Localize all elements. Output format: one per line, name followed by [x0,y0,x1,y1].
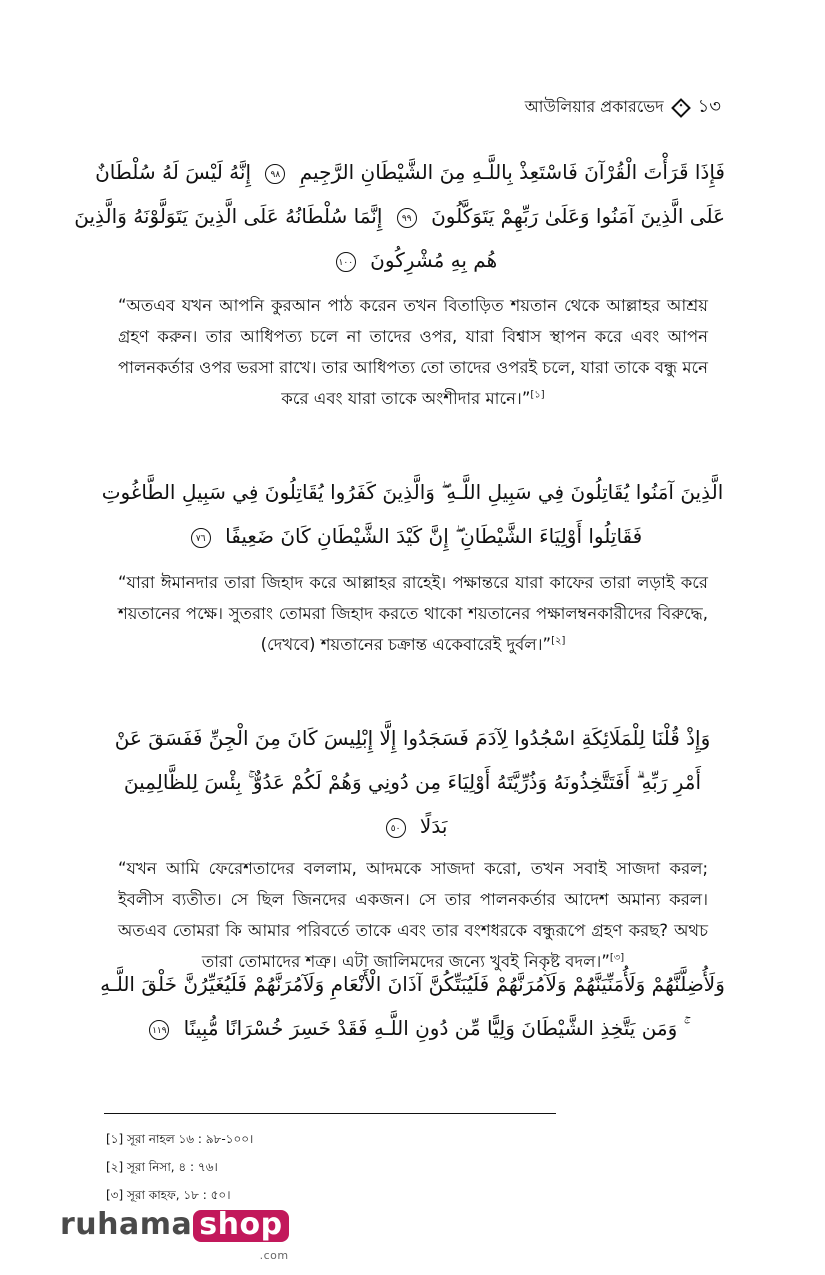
diamond-ornament-icon [671,98,691,118]
arabic-line: الَّذِينَ آمَنُوا يُقَاتِلُونَ فِي سَبِيلِ اللَّـهِ ۖ وَالَّذِينَ كَفَرُوا يُقَاتِلُونَ فِي سَبِيلِ الطَّاغُوتِ [101,480,724,504]
arabic-verse-block-1 [74,150,725,282]
translation-text: “যারা ঈমানদার তারা জিহাদ করে আল্লাহর রাহেই। পক্ষান্তরে যারা কাফের তারা লড়াই করে শয়তানের পক্ষে। সুতরাং তোমরা জিহাদ করতে থাকো শয়তানের পক্ষালম্বনকারীদের বিরুদ্ধে, (দেখবে) শয়তানের চক্রান্ত একেবারেই দুর্বল।” [118,573,708,654]
arabic-line: بَدَلًا ٥٠ [100,804,725,848]
footnotes [106,1127,253,1211]
running-header [525,92,721,123]
footnote-reference[interactable]: [৩] [609,952,625,964]
logo-suffix: .com [259,1249,289,1262]
ayah-number-icon: ١٠٠ [336,252,356,272]
arabic-line: فَقَاتِلُوا أَوْلِيَاءَ الشَّيْطَانِ ۖ إِنَّ كَيْدَ الشَّيْطَانِ كَانَ ضَعِيفًا ٧٦ [100,514,725,558]
ayah-number-icon: ١١٩ [149,1020,169,1040]
ayah-number-icon: ٧٦ [191,528,211,548]
arabic-verse-block-3 [100,716,725,848]
translation-block-1 [118,290,708,414]
arabic-line: هُم بِهِ مُشْرِكُونَ ١٠٠ [100,238,725,282]
logo-name: ruhama [60,1207,193,1242]
ayah-number-icon: ٩٩ [397,208,417,228]
footnote-reference[interactable]: [২] [551,635,566,647]
footnote-reference[interactable]: [১] [530,389,545,401]
arabic-line: أَمْرِ رَبِّهِ ۗ أَفَتَتَّخِذُونَهُ وَذُرِّيَّتَهُ أَوْلِيَاءَ مِن دُونِي وَهُمْ لَكُمْ عَدُوٌّ ۚ بِئْسَ لِلظَّالِمِينَ [123,770,702,794]
footnote-item: [১] সূরা নাহল ১৬ : ৯৮-১০০। [106,1132,254,1146]
translation-block-2 [118,567,708,660]
arabic-line: وَلَأُضِلَّنَّهُمْ وَلَأُمَنِّيَنَّهُمْ وَلَآمُرَنَّهُمْ فَلَيُبَتِّكُنَّ آذَانَ الْأَنْعَامِ وَلَآمُرَنَّهُمْ فَلَيُغَيِّرُنَّ خَلْقَ اللَّـهِ [100,972,725,996]
translation-text: “যখন আমি ফেরেশতাদের বললাম, আদমকে সাজদা করো, তখন সবাই সাজদা করল; ইবলীস ব্যতীত। সে ছিল জিনদের একজন। সে তার পালনকর্তার আদেশ অমান্য করল। অতএব তোমরা কি আমার পরিবর্তে তাকে এবং তার বংশধরকে বন্ধুরূপে গ্রহণ করছ? অথচ তারা তোমাদের শত্রু। এটা জালিমদের জন্যে খুবই নিকৃষ্ট বদল।” [118,859,708,971]
page-number: ১৩ [697,96,721,117]
ayah-number-icon: ٥٠ [386,818,406,838]
translation-text: “অতএব যখন আপনি কুরআন পাঠ করেন তখন বিতাড়িত শয়তান থেকে আল্লাহর আশ্রয় গ্রহণ করুন। তার আধিপত্য চলে না তাদের ওপর, যারা বিশ্বাস স্থাপন করে এবং আপন পালনকর্তার ওপর ভরসা রাখে। তার আধিপত্য তো তাদের ওপরই চলে, যারা তাকে বন্ধু মনে করে এবং যারা তাকে অংশীদার মানে।” [118,296,708,408]
chapter-title: আউলিয়ার প্রকারভেদ [524,97,664,116]
arabic-verse-block-2 [100,470,725,558]
publisher-logo[interactable] [60,1207,289,1262]
arabic-verse-block-4 [100,962,725,1050]
translation-block-3 [118,853,708,977]
arabic-line: عَلَى الَّذِينَ آمَنُوا وَعَلَىٰ رَبِّهِمْ يَتَوَكَّلُونَ ٩٩ إِنَّمَا سُلْطَانُهُ عَلَى الَّذِينَ يَتَوَلَّوْنَهُ وَالَّذِينَ [74,204,725,228]
logo-highlight: shop [193,1210,288,1242]
footnote-divider [104,1113,556,1114]
arabic-line: ۚ وَمَن يَتَّخِذِ الشَّيْطَانَ وَلِيًّا مِّن دُونِ اللَّـهِ فَقَدْ خَسِرَ خُسْرَانًا مُّبِينًا ١١٩ [100,1006,725,1050]
footnote-item: [৩] সূরা কাহফ, ১৮ : ৫০। [106,1188,231,1202]
arabic-line: وَإِذْ قُلْنَا لِلْمَلَائِكَةِ اسْجُدُوا لِآدَمَ فَسَجَدُوا إِلَّا إِبْلِيسَ كَانَ مِنَ الْجِنِّ فَفَسَقَ عَنْ [114,726,711,750]
arabic-line: فَإِذَا قَرَأْتَ الْقُرْآنَ فَاسْتَعِذْ بِاللَّـهِ مِنَ الشَّيْطَانِ الرَّجِيمِ ٩٨ إِنَّهُ لَيْسَ لَهُ سُلْطَانٌ [95,160,725,184]
ayah-number-icon: ٩٨ [265,164,285,184]
footnote-item: [২] সূরা নিসা, ৪ : ৭৬। [106,1160,218,1174]
